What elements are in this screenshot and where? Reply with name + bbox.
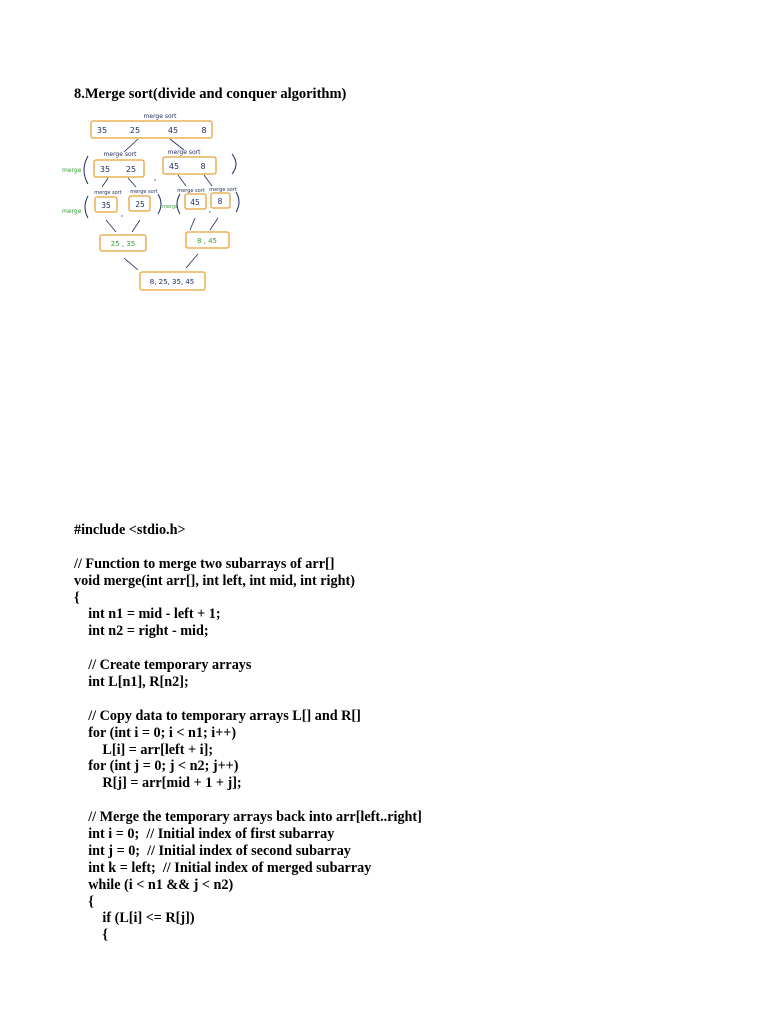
merged-right-values: 8 , 45 (196, 237, 218, 245)
code-line: // Copy data to temporary arrays L[] and R[] (74, 707, 361, 724)
leaf-right-open-paren (177, 194, 180, 214)
leaf1-to-merged-connector (106, 220, 116, 232)
right-half-value-2: 8 (200, 162, 206, 171)
code-line: int j = 0; // Initial index of second subarray (74, 842, 351, 859)
root-value-4: 8 (201, 126, 207, 135)
right-paren-level2 (232, 154, 236, 174)
leaf3-value: 45 (190, 198, 200, 207)
left-half-value-2: 25 (125, 165, 137, 174)
section-heading: 8.Merge sort(divide and conquer algorithm) (74, 86, 347, 102)
code-line: int n2 = right - mid; (74, 623, 209, 640)
leaf2-to-merged-connector (132, 220, 140, 232)
code-line (74, 539, 422, 556)
left-half-value-1: 35 (99, 165, 111, 174)
code-listing (74, 522, 422, 944)
right-half-value-1: 45 (168, 162, 180, 171)
right-merge-sort-label: merge sort (167, 149, 201, 156)
leaf4-to-merged-connector (210, 218, 218, 230)
code-line: for (int i = 0; i < n1; i++) (74, 724, 237, 741)
leaf-comma-left: , (120, 209, 124, 218)
merge-label-level3-right: merge (162, 204, 179, 210)
leaf-left-close-paren (158, 194, 161, 214)
left-merge-sort-label: merge sort (103, 151, 137, 158)
leaf2-value: 25 (135, 200, 145, 209)
final-sorted-values: 8, 25, 35, 45 (149, 278, 195, 286)
merge-sort-diagram-svg (58, 108, 252, 304)
code-line: int i = 0; // Initial index of first subarray (74, 826, 335, 843)
top-merge-sort-label: merge sort (143, 113, 177, 120)
left-paren-level2 (84, 156, 88, 184)
leaf4-merge-sort-label: merge sort (209, 187, 237, 193)
code-line: { (74, 589, 80, 606)
merge-label-level2: merge (62, 167, 82, 174)
left-to-leaf1-connector (102, 178, 108, 187)
code-line (74, 792, 422, 809)
code-line: L[i] = arr[left + i]; (74, 741, 214, 758)
code-line: while (i < n1 && j < n2) (74, 876, 234, 893)
level2-comma: , (153, 173, 157, 182)
code-line: { (74, 893, 94, 910)
merged-right-to-final-connector (186, 254, 198, 268)
left-to-leaf2-connector (128, 178, 136, 187)
code-line: for (int j = 0; j < n2; j++) (74, 758, 239, 775)
leaf4-value: 8 (217, 197, 223, 206)
leaf3-merge-sort-label: merge sort (177, 188, 205, 194)
code-line: int k = left; // Initial index of merged subarray (74, 859, 372, 876)
code-line: // Create temporary arrays (74, 657, 252, 674)
code-line: R[j] = arr[mid + 1 + j]; (74, 775, 242, 792)
leaf3-to-merged-connector (190, 218, 195, 230)
root-value-2: 25 (129, 126, 141, 135)
root-array-box (91, 121, 212, 138)
leaf-left-paren (85, 196, 88, 218)
code-line (74, 691, 422, 708)
leaf-right-close-paren (236, 192, 239, 212)
merge-sort-diagram (58, 108, 252, 304)
code-line: int L[n1], R[n2]; (74, 674, 189, 691)
root-value-1: 35 (96, 126, 108, 135)
leaf1-value: 35 (101, 201, 111, 210)
code-line: // Merge the temporary arrays back into arr[left..right] (74, 809, 422, 826)
code-line: { (74, 927, 108, 944)
leaf2-merge-sort-label: merge sort (130, 189, 158, 195)
leaf-comma-right: , (208, 205, 212, 214)
leaf1-merge-sort-label: merge sort (94, 190, 122, 196)
code-line: int n1 = mid - left + 1; (74, 606, 221, 623)
code-line: if (L[i] <= R[j]) (74, 910, 195, 927)
right-to-leaf3-connector (178, 175, 186, 186)
code-line: #include <stdio.h> (74, 522, 186, 538)
merged-left-values: 25 , 35 (110, 240, 136, 248)
code-line: void merge(int arr[], int left, int mid, int right) (74, 572, 355, 589)
merged-left-to-final-connector (124, 258, 138, 270)
right-to-leaf4-connector (204, 175, 212, 186)
root-value-3: 45 (167, 126, 179, 135)
code-line: // Function to merge two subarrays of arr[] (74, 555, 335, 572)
merge-label-level3-left: merge (62, 208, 82, 215)
code-line (74, 640, 422, 657)
